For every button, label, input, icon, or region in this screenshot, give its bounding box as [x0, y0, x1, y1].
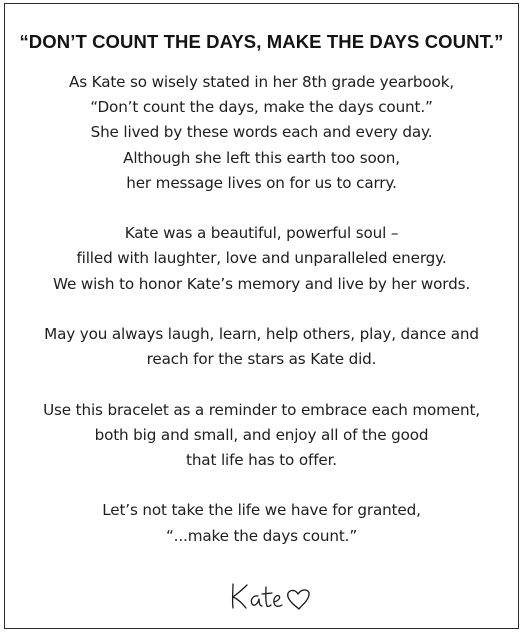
paragraph-wish: [5, 322, 518, 372]
text-line: “...make the days count.”: [165, 526, 358, 545]
text-line: Kate was a beautiful, powerful soul –: [124, 224, 399, 243]
text-line: May you always laugh, learn, help others, play, dance and: [44, 325, 479, 343]
text-line: both big and small, and enjoy all of the good: [94, 425, 429, 444]
text-line: As Kate so wisely stated in her 8th grade yearbook,: [68, 73, 455, 91]
text-line: that life has to offer.: [186, 451, 337, 469]
text-line: filled with laughter, love and unparalleled energy.: [76, 249, 447, 268]
memorial-card: [4, 3, 519, 629]
text-line: We wish to honor Kate’s memory and live by her words.: [52, 274, 471, 293]
text-line: reach for the stars as Kate did.: [146, 350, 377, 369]
text-line: her message lives on for us to carry.: [126, 173, 397, 192]
paragraph-closing: [5, 498, 518, 548]
text-line: Although she left this earth too soon,: [123, 148, 400, 167]
text-line: “Don’t count the days, make the days count.”: [90, 98, 433, 117]
paragraph-kate-soul: [5, 221, 518, 297]
text-line: Let’s not take the life we have for granted,: [102, 501, 421, 520]
text-line: Use this bracelet as a reminder to embrace each moment,: [43, 400, 480, 419]
text-line: She lived by these words each and every day.: [90, 123, 433, 142]
card-body: [5, 70, 518, 574]
paragraph-yearbook-quote: [5, 70, 518, 196]
card-title: “DON’T COUNT THE DAYS, MAKE THE DAYS COUNT.”: [19, 31, 504, 52]
paragraph-bracelet: [5, 398, 518, 474]
kate-signature-heart-icon: [227, 576, 317, 616]
